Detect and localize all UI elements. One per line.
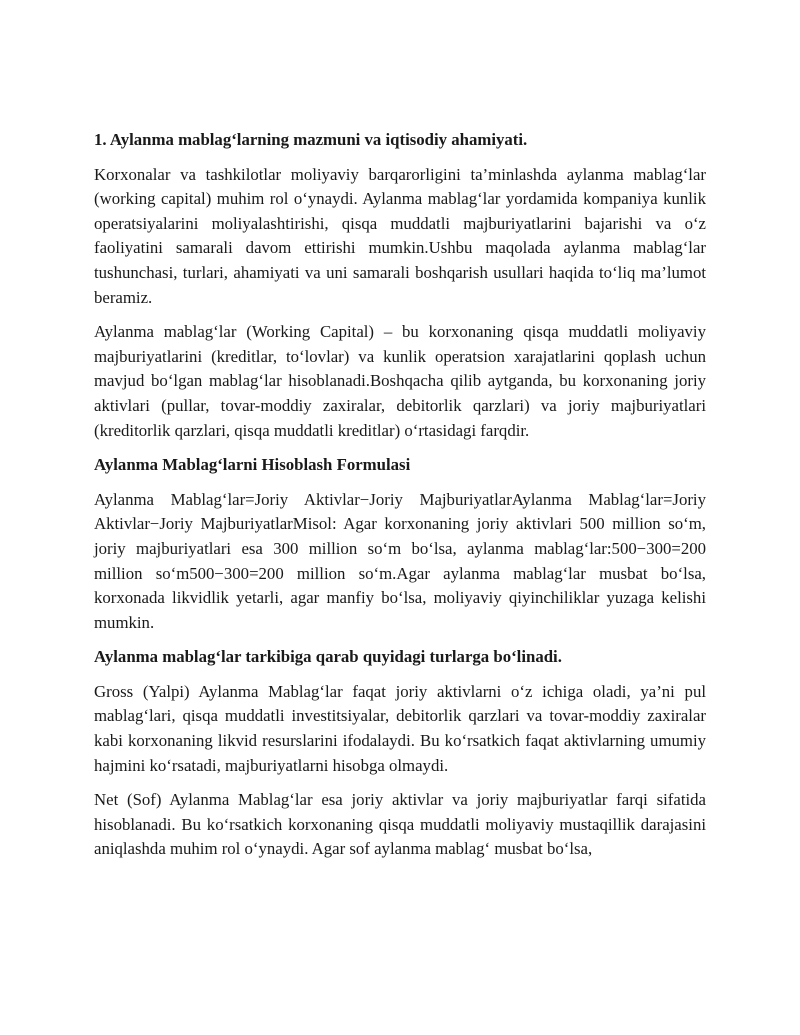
paragraph: Net (Sof) Aylanma Mablag‘lar esa joriy aktivlar va joriy majburiyatlar farqi sifatida hisoblanadi. Bu ko‘rsatkich korxonaning qisqa muddatli moliyaviy mustaqillik darajasini aniqlashda muhim rol o‘ynaydi. Agar sof aylanma mablag‘ musbat bo‘lsa, (94, 790, 706, 859)
document-page (94, 128, 706, 872)
section-heading: Aylanma mablag‘lar tarkibiga qarab quyidagi turlarga bo‘linadi. (94, 647, 562, 667)
paragraph: Gross (Yalpi) Aylanma Mablag‘lar faqat joriy aktivlarni o‘z ichiga oladi, ya’ni pul mablag‘lari, qisqa muddatli investitsiyalar, debitorlik qarzlari va tovar-moddiy zaxiralar kabi korxonaning likvid resurslarini ifodalaydi. Bu ko‘rsatkich faqat aktivlarning umumiy hajmini ko‘rsatadi, majburiyatlarni hisobga olmaydi. (94, 681, 706, 775)
section-heading: Aylanma Mablag‘larni Hisoblash Formulasi (94, 455, 411, 475)
section-heading: 1. Aylanma mablag‘larning mazmuni va iqtisodiy ahamiyati. (94, 130, 528, 149)
paragraph: Aylanma Mablag‘lar=Joriy Aktivlar−Joriy MajburiyatlarAylanma Mablag‘lar=Joriy Aktivlar−Joriy MajburiyatlarMisol: Agar korxonaning joriy aktivlari 500 million so‘m, joriy majburiyatlari esa 300 million so‘m bo‘lsa, aylanma mablag‘lar:500−300=200 million so‘m500−300=200 million so‘m.Agar aylanma mablag‘lar musbat bo‘lsa, korxonada likvidlik yetarli, agar manfiy bo‘lsa, moliyaviy qiyinchiliklar yuzaga kelishi mumkin. (94, 489, 706, 632)
paragraph: Aylanma mablag‘lar (Working Capital) – bu korxonaning qisqa muddatli moliyaviy majburiyatlarini (kreditlar, to‘lovlar) va kunlik operatsion xarajatlarini qoplash uchun mavjud bo‘lgan mablag‘lar hisoblanadi.Boshqacha qilib aytganda, bu korxonaning joriy aktivlari (pullar, tovar-moddiy zaxiralar, debitorlik qarzlari) va joriy majburiyatlari (kreditorlik qarzlari, qisqa muddatli kreditlar) o‘rtasidagi farqdir. (94, 322, 706, 440)
paragraph: Korxonalar va tashkilotlar moliyaviy barqarorligini ta’minlashda aylanma mablag‘lar (working capital) muhim rol o‘ynaydi. Aylanma mablag‘lar yordamida kompaniya kunlik operatsiyalarini moliyalashtirishi, qisqa muddatli majburiyatlarini bajarishi va o‘z faoliyatini samarali davom ettirishi mumkin.Ushbu maqolada aylanma mablag‘lar tushunchasi, turlari, ahamiyati va uni samarali boshqarish usullari haqida to‘liq ma’lumot beramiz. (94, 164, 706, 307)
